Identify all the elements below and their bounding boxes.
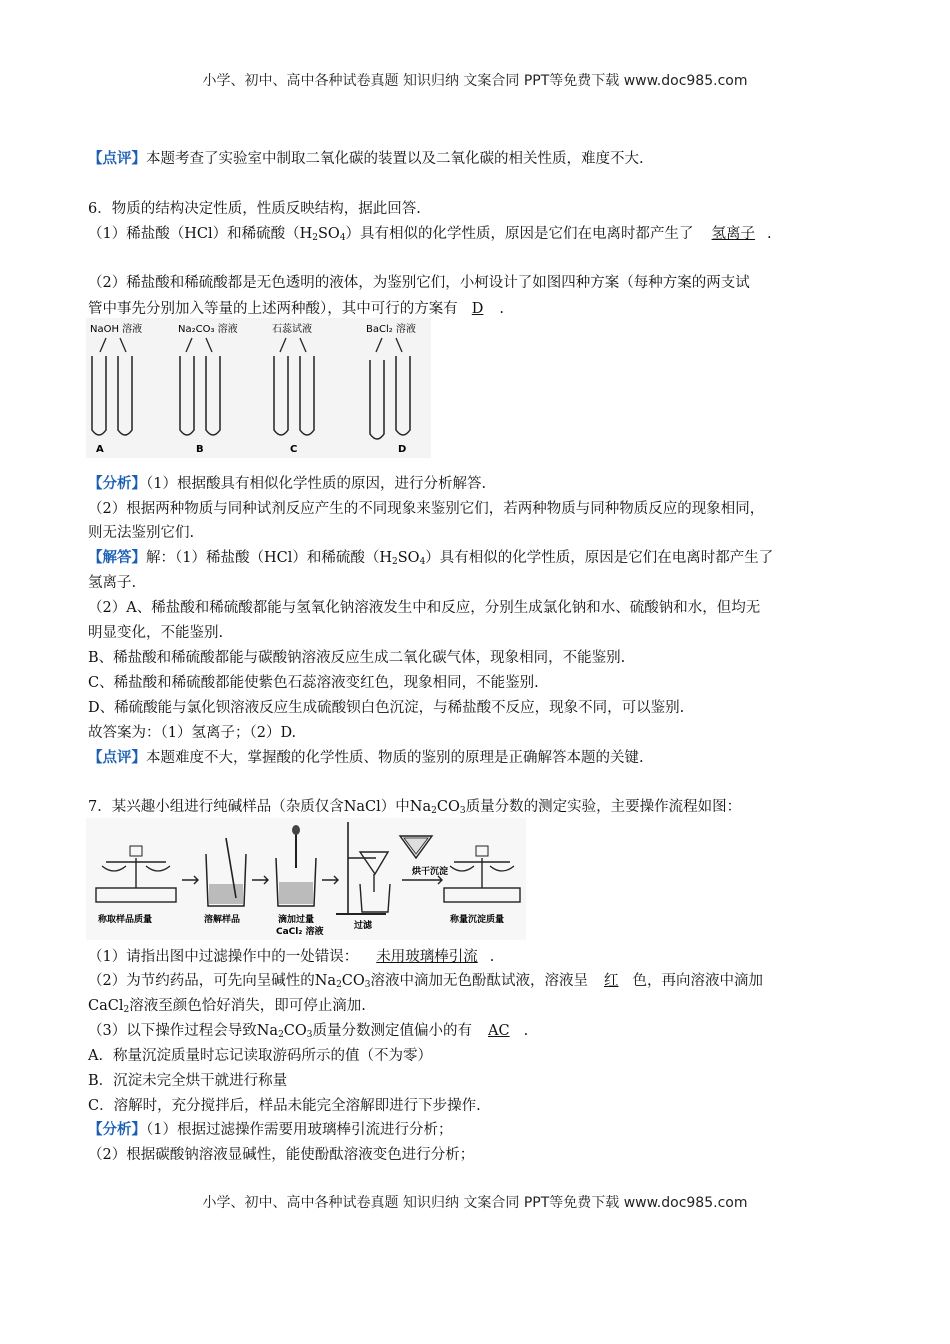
q7-option-a: A．称量沉淀质量时忘记读取游码所示的值（不为零） <box>88 1048 432 1064</box>
subscript: 2 <box>123 1005 130 1015</box>
step-label: 称取样品质量 <box>98 915 153 925</box>
comment-tag: 【点评】 <box>88 749 146 766</box>
subscript: 3 <box>364 980 371 990</box>
text: CaCl <box>88 998 124 1014</box>
q5-comment <box>88 147 644 168</box>
q6-analysis-2: （2）根据两种物质与同种试剂反应产生的不同现象来鉴别它们，若两种物质与同种物质反应的现象相同， <box>88 501 765 517</box>
text: . <box>489 949 495 965</box>
step-label: 烘干沉淀 <box>412 867 449 877</box>
comment-text: 本题考查了实验室中制取二氧化碳的装置以及二氧化碳的相关性质，难度不大. <box>146 151 644 167</box>
analysis-tag: 【分析】 <box>88 475 146 492</box>
q7-option-b: B．沉淀未完全烘干就进行称量 <box>88 1073 288 1089</box>
step-label: CaCl₂ 溶液 <box>276 927 324 937</box>
answer-blank: AC <box>488 1023 510 1039</box>
q7-analysis-2: （2）根据碳酸钠溶液显碱性，能使酚酞溶液变色进行分析； <box>88 1147 475 1163</box>
subscript: 2 <box>431 806 437 816</box>
q7-option-c: C．溶解时，充分搅拌后，样品未能完全溶解即进行下步操作. <box>88 1098 481 1114</box>
q7-stem <box>88 795 741 816</box>
text: SO <box>397 550 420 566</box>
comment-tag: 【点评】 <box>88 150 146 167</box>
solution-tag: 【解答】 <box>88 549 146 566</box>
text: CO <box>283 1023 307 1039</box>
reagent-label: NaOH 溶液 <box>90 324 143 335</box>
text: 质量分数测定值偏小的有 <box>312 1023 473 1039</box>
q6-stem: 6．物质的结构决定性质，性质反映结构，据此回答. <box>88 201 421 217</box>
q7-analysis-1 <box>88 1118 452 1139</box>
q6-solution-1 <box>88 546 773 567</box>
q6-analysis-1 <box>88 472 486 493</box>
step-label: 过滤 <box>354 921 373 931</box>
text: . <box>767 226 772 242</box>
page-header: 小学、初中、高中各种试卷真题 知识归纳 文案合同 PPT等免费下载 www.doc985.com <box>202 73 748 89</box>
text: 解：（1）稀盐酸（HCl）和稀硫酸（H <box>146 550 392 566</box>
text: 溶液中滴加无色酚酞试液，溶液呈 <box>370 973 589 989</box>
answer-blank: 氢离子 <box>711 226 756 242</box>
step-label: 溶解样品 <box>204 915 241 925</box>
text: （1）稀盐酸（HCl）和稀硫酸（H <box>88 226 313 242</box>
q7-part2-line1 <box>88 969 763 990</box>
text: CO <box>341 973 365 989</box>
scheme-label: C <box>290 444 298 455</box>
answer-blank: D <box>471 301 484 317</box>
q6-solution-b: B、稀盐酸和稀硫酸都能与碳酸钠溶液反应生成二氧化碳气体，现象相同，不能鉴别. <box>88 650 626 666</box>
q6-solution-d: D、稀硫酸能与氯化钡溶液反应生成硫酸钡白色沉淀，与稀盐酸不反应，现象不同，可以鉴别. <box>88 700 685 716</box>
answer-blank: 红 <box>604 973 619 989</box>
subscript: 2 <box>312 233 318 243</box>
page-footer: 小学、初中、高中各种试卷真题 知识归纳 文案合同 PPT等免费下载 www.doc985.com <box>202 1195 748 1211</box>
q6-solution-2b: 明显变化，不能鉴别. <box>88 625 224 641</box>
subscript: 3 <box>459 806 466 816</box>
text: CO <box>436 799 460 815</box>
subscript: 2 <box>336 980 342 990</box>
q6-part2-line2 <box>88 297 504 318</box>
q6-solution-2a: （2）A、稀盐酸和稀硫酸都能与氢氧化钠溶液发生中和反应，分别生成氯化钠和水、硫酸钠和水，但均无 <box>88 600 761 616</box>
reagent-label: 石蕊试液 <box>272 324 312 335</box>
q6-part2-line1: （2）稀盐酸和稀硫酸都是无色透明的液体，为鉴别它们，小柯设计了如图四种方案（每种方案的两支试 <box>88 275 750 291</box>
q7-part3 <box>88 1019 528 1040</box>
q6-analysis-3: 则无法鉴别它们. <box>88 525 195 541</box>
step-label: 称量沉淀质量 <box>450 915 505 925</box>
answer-blank: 未用玻璃棒引流 <box>376 949 478 965</box>
analysis-tag: 【分析】 <box>88 1121 146 1138</box>
text: 本题难度不大，掌握酸的化学性质、物质的鉴别的原理是正确解答本题的关键. <box>146 750 644 766</box>
text: . <box>523 1023 529 1039</box>
text: （2）为节约药品，可先向呈碱性的Na <box>88 973 337 989</box>
subscript: 4 <box>419 557 426 567</box>
q6-final-answer: 故答案为：（1）氢离子；（2）D. <box>88 725 297 741</box>
text: （1）根据过滤操作需要用玻璃棒引流进行分析； <box>146 1122 453 1138</box>
test-tube-figure <box>86 318 431 458</box>
reagent-label: Na₂CO₃ 溶液 <box>178 324 238 335</box>
text: SO <box>317 226 340 242</box>
text: 7．某兴趣小组进行纯碱样品（杂质仅含NaCl）中Na <box>88 799 432 815</box>
text: 管中事先分别加入等量的上述两种酸），其中可行的方案有 <box>88 301 458 317</box>
text: ）具有相似的化学性质，原因是它们在电离时都产生了 <box>345 226 694 242</box>
q6-solution-c: C、稀盐酸和稀硫酸都能使紫色石蕊溶液变红色，现象相同，不能鉴别. <box>88 675 539 691</box>
q7-part2-line2 <box>88 994 366 1015</box>
text: . <box>499 301 504 317</box>
q6-comment <box>88 746 644 767</box>
text: 溶液至颜色恰好消失，即可停止滴加. <box>129 998 366 1014</box>
text: 质量分数的测定实验，主要操作流程如图： <box>465 799 742 815</box>
text: （1）根据酸具有相似化学性质的原因，进行分析解答. <box>146 476 487 492</box>
reagent-label: BaCl₂ 溶液 <box>366 324 416 335</box>
q6-part1 <box>88 222 772 243</box>
q6-solution-1b: 氢离子. <box>88 575 137 591</box>
subscript: 3 <box>306 1030 313 1040</box>
subscript: 4 <box>339 233 346 243</box>
text: （3）以下操作过程会导致Na <box>88 1023 279 1039</box>
scheme-label: A <box>96 444 104 455</box>
process-flow-figure <box>86 818 526 940</box>
text: （1）请指出图中过滤操作中的一处错误： <box>88 949 359 965</box>
q7-part1 <box>88 945 494 966</box>
scheme-label: B <box>196 444 204 455</box>
subscript: 2 <box>392 557 398 567</box>
text: ）具有相似的化学性质，原因是它们在电离时都产生了 <box>425 550 774 566</box>
text: 色，再向溶液中滴加 <box>632 973 764 989</box>
scheme-label: D <box>398 444 407 455</box>
step-label: 滴加过量 <box>278 915 315 925</box>
subscript: 2 <box>278 1030 284 1040</box>
